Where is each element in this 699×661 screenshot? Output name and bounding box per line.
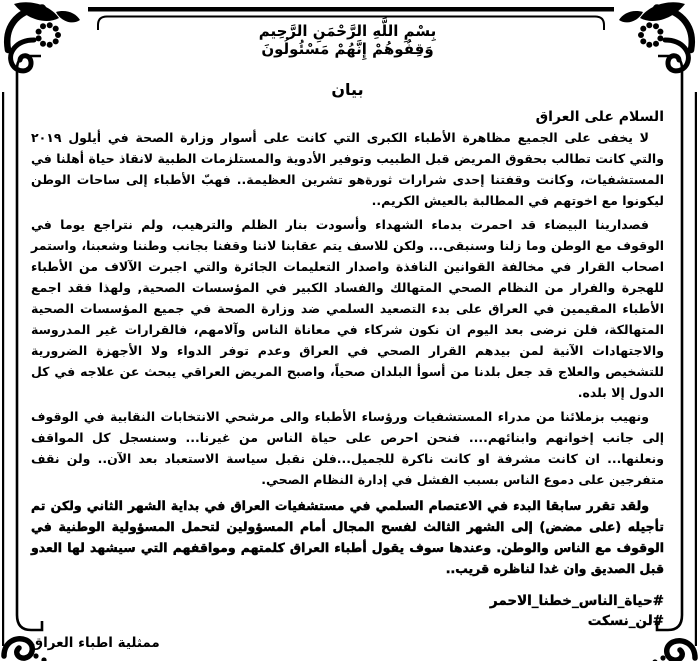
hashtag-we-will-not-be-silent: #لن_نسكت [587,613,664,629]
signature-line: ممثلية اطباء العراق [31,635,160,651]
paragraph-sit-in-decision: ولقد تقرر سابقا البدء في الاعتصام السلمي في مستشفيات العراق في بداية الشهر الثاني ولكن تم تأجيله (على مضض) إلى الشهر الثالث لفسح المجال أمام المسؤولين لتحمل المسؤولية الوطنية في الوقوف مع الناس والوطن. وعندها سوف يقول أطباء العراق كلمتهم ومواقفهم التي سيشهد لها العدو قبل الصديق وان غدا لناظره قريب.. [31,498,664,576]
hashtags-block [31,591,664,631]
paragraph-protest-history: لا يخفى على الجميع مظاهرة الأطباء الكبرى التي كانت على أسوار وزارة الصحة في أيلول ٢٠١٩ والتي كانت تطالب بحقوق المريض قبل الطبيب وتوفير الأدوية والمستلزمات الطبية لانقاذ حياة أهلنا في المستشفيات، وكانت وقفتنا إحدى شرارات ثورةهو تشرين العظيمة.. فهبّ الأطباء إلى ساحات الوطن ليكونوا مع اخوتهم في المطالبة بالعيش الكريم.. [31,130,664,208]
paragraph-grievances: فصدارينا البيضاء قد احمرت بدماء الشهداء وأسودت بنار الظلم والترهيب، ولم نتراجع يوما في الوقوف مع الوطن وما زلنا وسنبقى... ولكن للاسف يتم عقابنا لاننا وقفنا بجانب وطننا وشعبنا، واستمر اصحاب القرار في مخالفة القوانين النافذة واصدار التعليمات الجائرة والتي اجبرت الآلاف من الأطباء للهجرة والفرار من النظام الصحي المتهالك والفساد الكبير في المؤسسات الصحية, ولهذا فقد اجمع الأطباء المقيمين في العراق على بدء التصعيد السلمي ضد وزارة الصحة في جميع المؤسسات الصحية المتهالكة، فلن نرضى بعد اليوم ان نكون شركاء في معاناة الناس وآلامهم، فالقرارات غير المدروسة والاجتهادات الآنية لمن بيدهم القرار الصحي في العراق وعدم توفر الدواء ولا الأجهزة الضرورية للتشخيص والعلاج قد جعل بلدنا من أسوأ البلدان صحياً، واصبح المريض العراقي يبحث عن علاجه في كل الدول إلا بلده. [31,217,664,400]
document-content [31,22,664,652]
statement-title: بيان [331,80,364,99]
hashtag-red-line: #حياة_الناس_خطنا_الاحمر [489,593,664,609]
paragraph-appeal-to-colleagues: ونهيب بزملائنا من مدراء المستشفيات ورؤساء الأطباء والى مرشحي الانتخابات النقابية في الوقوف إلى جانب إخوانهم وابنائهم.... فنحن احرص على حياة الناس من غيرنا... وسنسجل كل المواقف ونعلنها... ان كانت مشرفة او كانت ناكرة للجميل...فلن نقبل سياسة الاستعباد بعد الآن.. ولن نقف متفرجين على دموع الناس بسبب الفشل في إدارة النظام الصحي. [31,409,664,487]
quran-verse-text: وَقِفُوهُمْ إِنَّهُمْ مَسْئُولُونَ [261,40,434,58]
greeting-line: السلام على العراق [535,109,664,125]
basmala-line [31,22,664,58]
basmala-text: بِسْمِ اللَّهِ الرَّحْمَنِ الرَّحِيم [258,22,437,40]
